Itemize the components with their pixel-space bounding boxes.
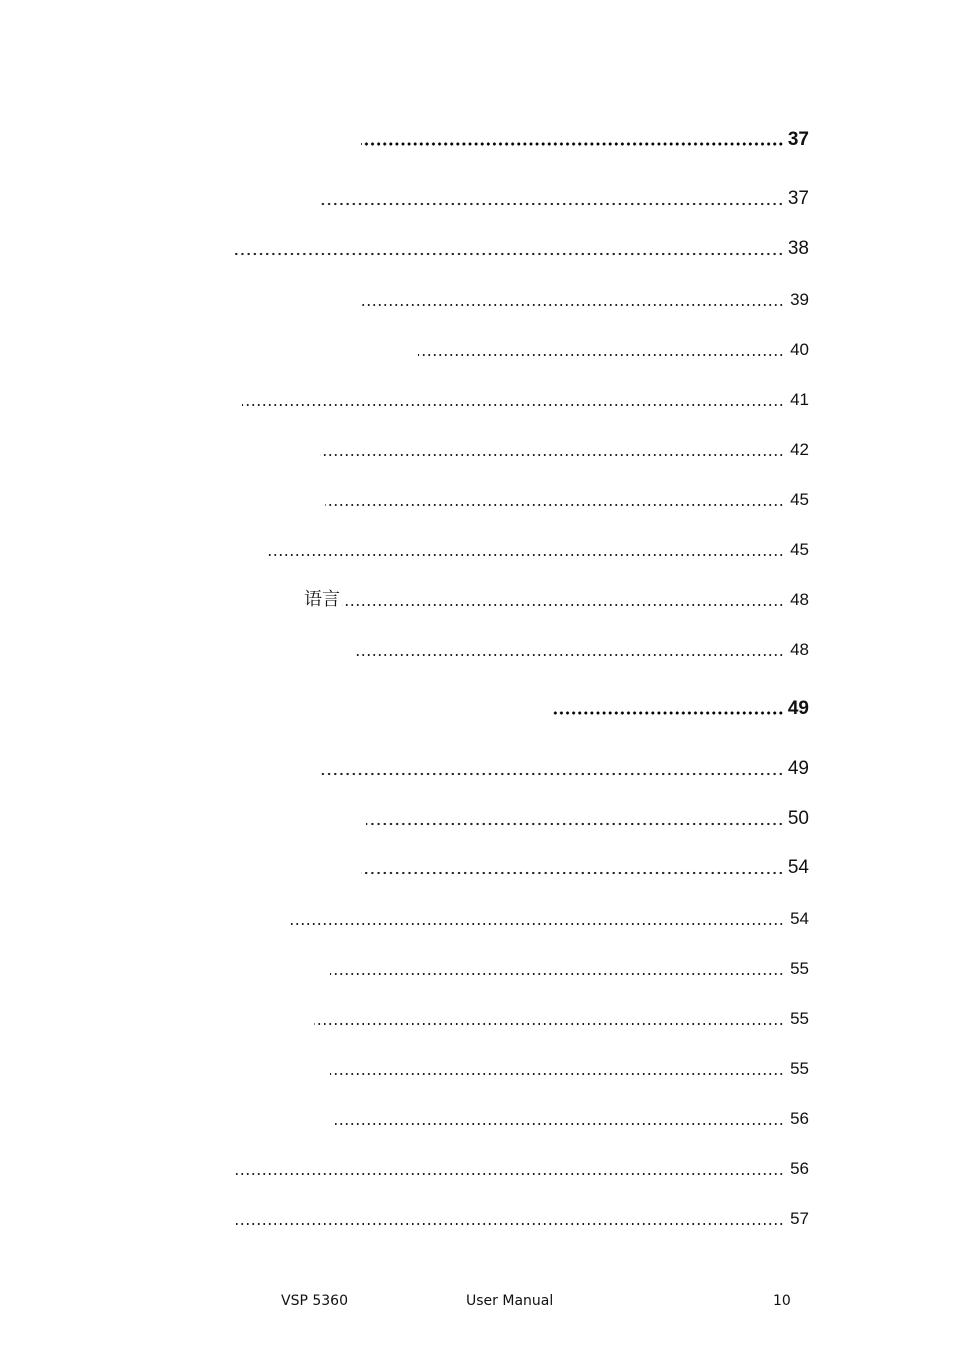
toc-entry[interactable] [232,237,809,261]
toc-entry[interactable] [312,1007,809,1031]
toc-entry[interactable] [550,697,809,721]
toc-entry-page: 48 [790,640,809,659]
footer-product-name: VSP 5360 [281,1293,348,1309]
toc-entry-page: 40 [790,340,809,359]
dot-leader [288,922,784,926]
toc-entry-page: 39 [790,290,809,309]
toc-entry-page: 54 [790,909,809,928]
toc-entry[interactable] [359,128,809,152]
dot-leader [361,142,784,146]
dot-leader [361,303,784,307]
toc-entry-page: 37 [787,188,809,209]
toc-entry[interactable] [359,856,809,880]
toc-entry-page: 45 [790,490,809,509]
dot-leader [552,711,784,715]
dot-leader [320,772,784,776]
toc-entry[interactable] [304,588,809,612]
dot-leader [325,503,784,507]
dot-leader [366,822,784,826]
toc-entry-page: 55 [790,959,809,978]
toc-entry-page: 50 [787,808,809,829]
toc-entry[interactable] [240,388,809,412]
dot-leader [335,1122,784,1126]
toc-entry-page: 49 [787,698,809,719]
toc-entry-page: 38 [787,238,809,259]
page-footer [0,1290,954,1312]
dot-leader [234,252,784,256]
toc-entry[interactable] [333,1107,809,1131]
dot-leader [418,353,784,357]
dot-leader [320,202,784,206]
toc-entry-page: 37 [787,129,809,150]
footer-page-number: 10 [773,1293,791,1309]
toc-entry[interactable] [318,757,809,781]
dot-leader [320,453,784,457]
toc-entry-page: 55 [790,1009,809,1028]
toc-entry-page: 49 [787,758,809,779]
toc-entry-page: 45 [790,540,809,559]
toc-entry[interactable] [328,1057,809,1081]
toc-entry[interactable] [266,538,809,562]
dot-leader [236,1222,784,1226]
toc-entry-page: 48 [790,590,809,609]
toc-entry[interactable] [286,907,809,931]
dot-leader [268,553,784,557]
dot-leader [330,972,784,976]
toc-entry[interactable] [354,638,809,662]
toc-entry-page: 41 [790,390,809,409]
toc-entry[interactable] [318,438,809,462]
dot-leader [314,1022,784,1026]
dot-leader [242,403,784,407]
dot-leader [356,653,784,657]
toc-entry[interactable] [359,288,809,312]
toc-entry-page: 56 [790,1159,809,1178]
toc-entry-page: 56 [790,1109,809,1128]
toc-entry-label: 语言 [304,589,340,610]
toc-entry-page: 42 [790,440,809,459]
toc-entry[interactable] [364,807,809,831]
dot-leader [236,1172,784,1176]
toc-entry[interactable] [234,1207,809,1231]
dot-leader [361,871,784,875]
toc-entry-page: 55 [790,1059,809,1078]
toc-entry-page: 57 [790,1209,809,1228]
toc-entry[interactable] [328,957,809,981]
toc-entry[interactable] [416,338,809,362]
toc-entry[interactable] [318,187,809,211]
dot-leader [342,603,784,607]
dot-leader [330,1072,784,1076]
footer-document-title: User Manual [466,1293,554,1309]
toc-entry-page: 54 [787,857,809,878]
toc-entry[interactable] [234,1157,809,1181]
toc-entry[interactable] [323,488,809,512]
